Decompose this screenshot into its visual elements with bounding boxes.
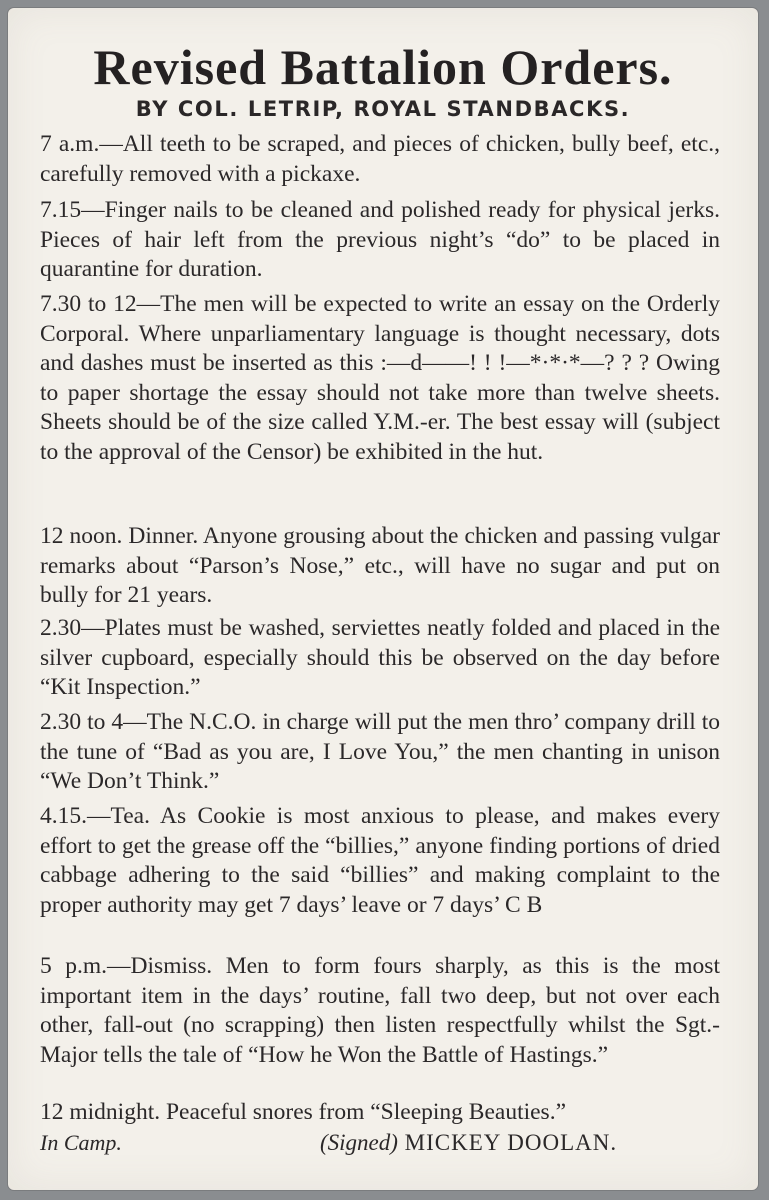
order-715: 7.15—Finger nails to be cleaned and polished ready for physical jerks. Pieces of hair left from the previous night’s “do” to be placed in quarantine for duration. xyxy=(40,197,720,282)
document-title: Revised Battalion Orders. xyxy=(93,39,673,95)
signature-name: MICKEY DOOLAN. xyxy=(404,1130,618,1155)
document-subtitle: BY COL. LETRIP, ROYAL STANDBACKS. xyxy=(135,97,631,121)
order-12-midnight: 12 midnight. Peaceful snores from “Sleeping Beauties.” xyxy=(40,1099,567,1125)
signature-block xyxy=(320,1130,617,1156)
order-7am: 7 a.m.—All teeth to be scraped, and pieces of chicken, bully beef, etc., carefully removed with a pickaxe. xyxy=(40,131,720,187)
order-730-to-12: 7.30 to 12—The men will be expected to write an essay on the Orderly Corporal. Where unparliamentary language is thought necessary, dots and dashes must be inserted as this :—d——! ! !—*·*·*—? ? ? Owing to paper shortage the essay should not take more than twelve sheets. Sheets should be of the size called Y.M.-er. The best essay will (subject to the approval of the Censor) be exhibited in the hut. xyxy=(40,291,720,465)
order-230: 2.30—Plates must be washed, serviettes neatly folded and placed in the silver cupboard, especially should this be observed on the day before “Kit Inspection.” xyxy=(40,615,720,700)
order-12-noon: 12 noon. Dinner. Anyone grousing about the chicken and passing vulgar remarks about “Parson’s Nose,” etc., will have no sugar and put on bully for 21 years. xyxy=(40,523,720,608)
postcard xyxy=(8,8,758,1190)
signed-label: (Signed) xyxy=(320,1130,398,1155)
order-230-to-4: 2.30 to 4—The N.C.O. in charge will put the men thro’ company drill to the tune of “Bad as you are, I Love You,” the men chanting in unison “We Don’t Think.” xyxy=(40,709,720,794)
order-5pm: 5 p.m.—Dismiss. Men to form fours sharply, as this is the most important item in the days’ routine, fall two deep, but not over each other, fall-out (no scrapping) then listen respectfully whilst the Sgt.-Major tells the tale of “How he Won the Battle of Hastings.” xyxy=(40,953,720,1068)
location-label: In Camp. xyxy=(40,1130,122,1155)
order-415: 4.15.—Tea. As Cookie is most anxious to please, and makes every effort to get the grease off the “billies,” anyone finding portions of dried cabbage adhering to the said “billies” and making complaint to the proper authority may get 7 days’ leave or 7 days’ C B xyxy=(40,803,720,918)
